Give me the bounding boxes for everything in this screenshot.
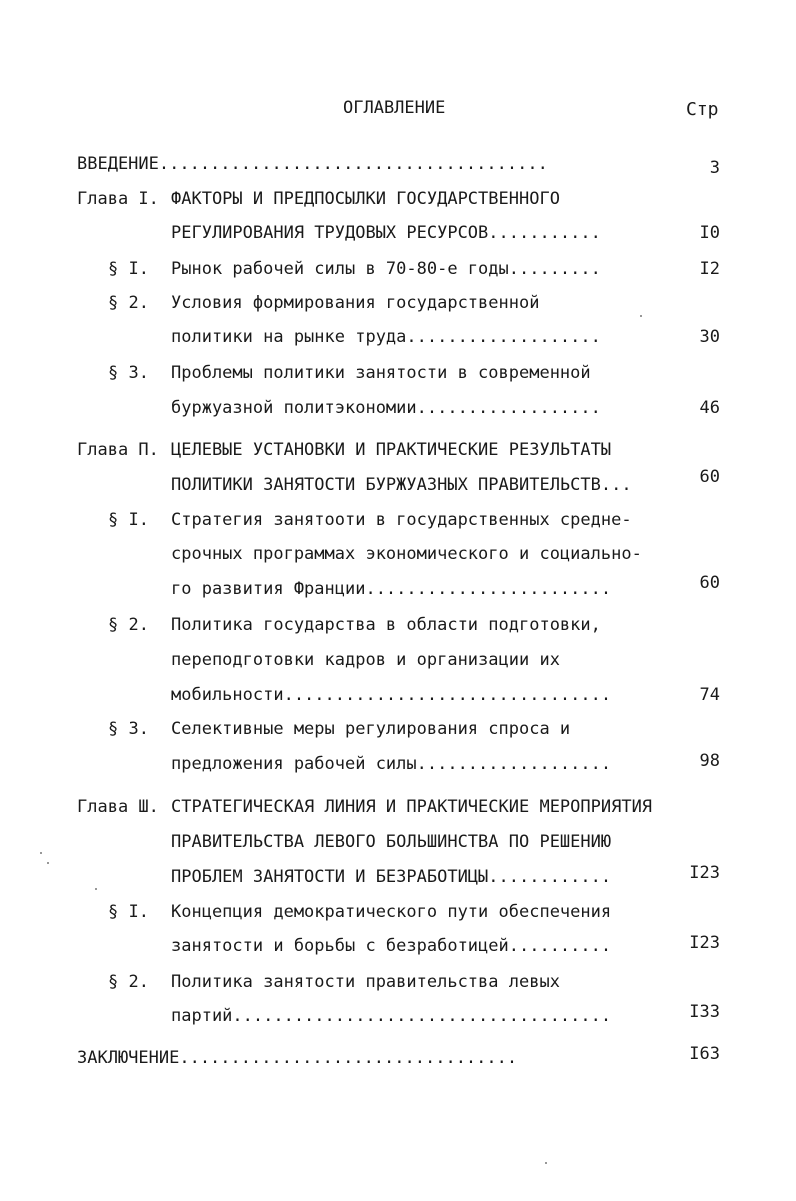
toc-entry-page: I2 [699,259,720,279]
toc-entry-page: 74 [699,685,720,705]
toc-entry-text: ФАКТОРЫ И ПРЕДПОСЫЛКИ ГОСУДАРСТВЕННОГО [171,189,560,209]
toc-entry-text: занятости и борьбы с безработицей.......... [171,936,612,956]
toc-entry-text: ПОЛИТИКИ ЗАНЯТОСТИ БУРЖУАЗНЫХ ПРАВИТЕЛЬСТВ... [171,475,632,495]
toc-entry-text: СТРАТЕГИЧЕСКАЯ ЛИНИЯ И ПРАКТИЧЕСКИЕ МЕРОПРИЯТИЯ [171,797,653,817]
toc-entry-text: мобильности................................ [171,685,612,705]
toc-entry-label: Глава П. [77,440,159,460]
scan-speck [545,1162,547,1164]
toc-entry-page: I23 [689,863,720,883]
scan-speck [640,315,642,317]
toc-entry-text: Условия формирования государственной [171,293,540,313]
toc-entry-text: политики на рынке труда................... [171,327,601,347]
toc-entry-label: § 3. [108,363,149,383]
toc-entry-page: I33 [689,1002,720,1022]
toc-entry-text: Селективные меры регулирования спроса и [171,719,571,739]
toc-entry-text: Политика занятости правительства левых [171,972,560,992]
toc-entry-label: Глава Ш. [77,797,159,817]
toc-entry-page: 98 [699,751,720,771]
toc-entry-text: буржуазной политэкономии.................. [171,398,601,418]
toc-entry-text: Политика государства в области подготовки, [171,615,601,635]
toc-entry-text: предложения рабочей силы................... [171,754,612,774]
toc-entry-text: переподготовки кадров и организации их [171,650,560,670]
toc-title: ОГЛАВЛЕНИЕ [343,98,446,118]
toc-entry-text: срочных программах экономического и социально- [171,544,642,564]
toc-entry-page: 46 [699,398,720,418]
scan-speck [47,862,49,864]
toc-entry-text: ЗАКЛЮЧЕНИЕ................................. [77,1048,518,1068]
toc-entry-page: 60 [699,467,720,487]
toc-entry-text: Рынок рабочей силы в 70-80-е годы......... [171,259,601,279]
toc-entry-label: § 2. [108,972,149,992]
page-column-header: Стр [686,99,719,120]
toc-entry-label: § 2. [108,293,149,313]
toc-entry-label: § I. [108,902,149,922]
toc-entry-label: § 2. [108,615,149,635]
toc-entry-page: 30 [699,327,720,347]
toc-entry-label: Глава I. [77,189,159,209]
toc-entry-page: 60 [699,573,720,593]
toc-entry-text: партий..................................... [171,1006,612,1026]
toc-entry-page: 3 [709,158,720,178]
toc-entry-text: Стратегия занятооти в государственных средне- [171,510,632,530]
toc-entry-label: § I. [108,510,149,530]
toc-entry-page: I23 [689,933,720,953]
toc-entry-text: Концепция демократического пути обеспечения [171,902,612,922]
toc-entry-page: I0 [699,223,720,243]
toc-entry-label: § I. [108,259,149,279]
toc-entry-label: § 3. [108,719,149,739]
toc-entry-text: ПРОБЛЕМ ЗАНЯТОСТИ И БЕЗРАБОТИЦЫ............ [171,867,612,887]
toc-entry-text: ЦЕЛЕВЫЕ УСТАНОВКИ И ПРАКТИЧЕСКИЕ РЕЗУЛЬТАТЫ [171,440,612,460]
scan-speck [40,852,42,854]
toc-entry-text: го развития Франции........................ [171,579,612,599]
toc-entry-text: РЕГУЛИРОВАНИЯ ТРУДОВЫХ РЕСУРСОВ........... [171,223,601,243]
toc-entry-page: I63 [689,1044,720,1064]
toc-entry-text: Проблемы политики занятости в современной [171,363,591,383]
toc-entry-text: ВВЕДЕНИЕ...................................... [77,154,548,174]
scan-speck [95,888,97,890]
toc-entry-text: ПРАВИТЕЛЬСТВА ЛЕВОГО БОЛЬШИНСТВА ПО РЕШЕНИЮ [171,832,612,852]
